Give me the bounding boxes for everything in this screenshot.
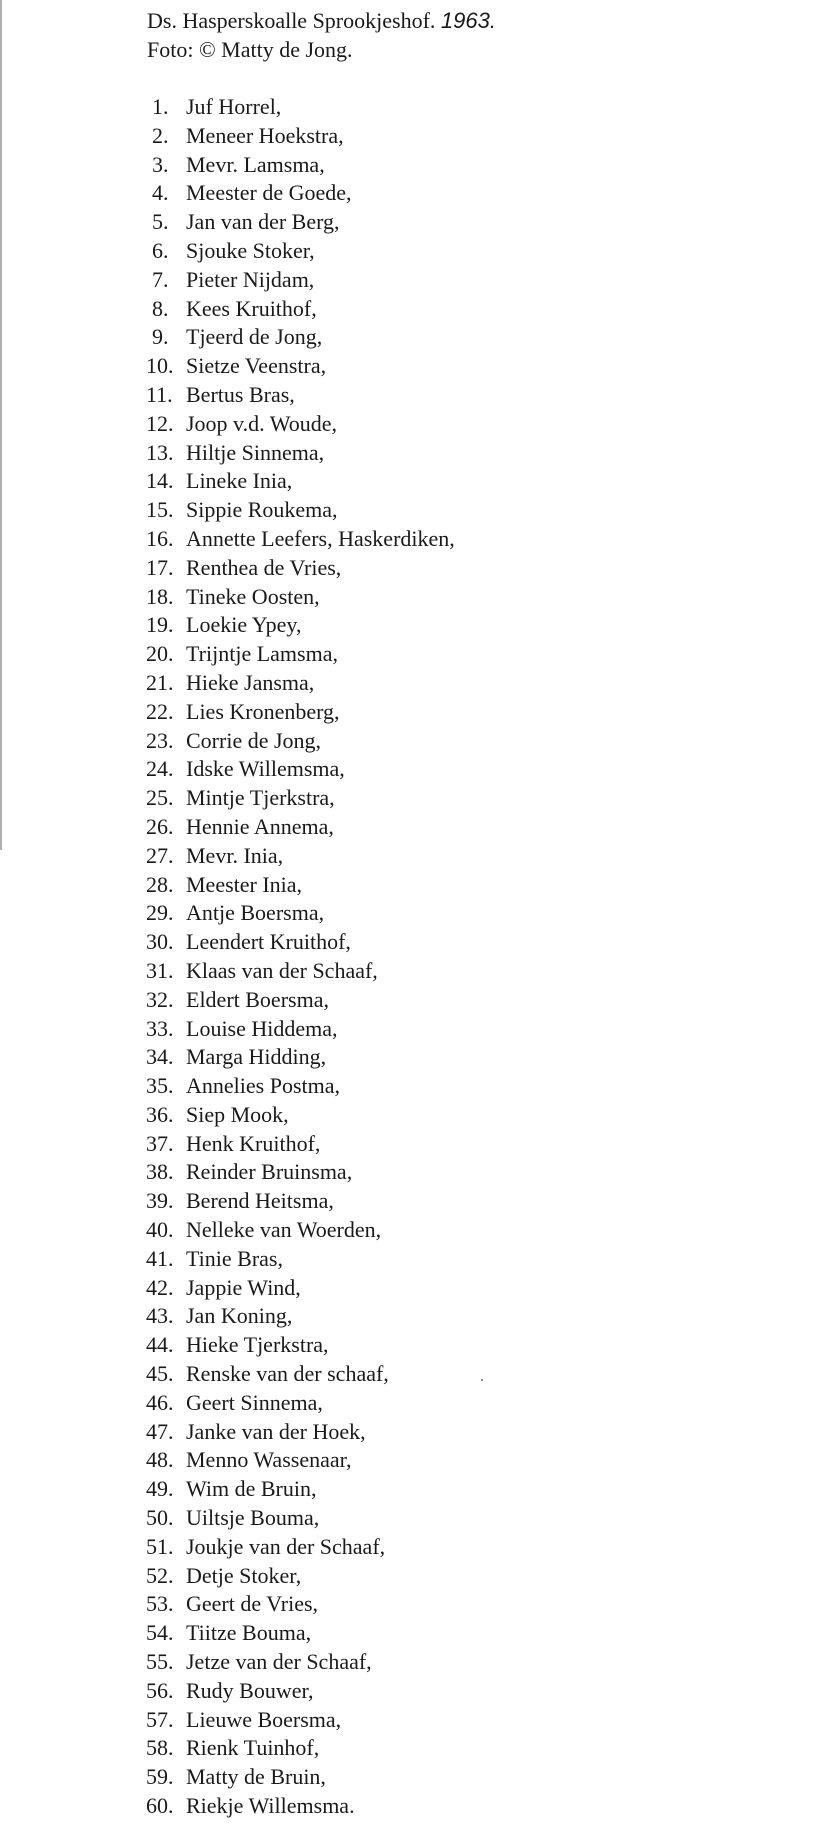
list-item — [146, 1475, 455, 1504]
list-item — [146, 813, 455, 842]
photo-credit: Foto: © Matty de Jong. — [147, 37, 353, 62]
list-item — [146, 784, 455, 813]
list-item-name: Mevr. Inia, — [186, 842, 284, 868]
list-item-number: 46. — [146, 1389, 174, 1415]
list-item — [146, 1043, 455, 1072]
list-item — [146, 1130, 455, 1159]
list-item — [146, 640, 455, 669]
title-line — [147, 6, 496, 35]
list-item-number: 29. — [146, 900, 174, 926]
list-item-number: 7. — [152, 266, 169, 292]
list-item — [146, 1562, 455, 1591]
list-item-name: Janke van der Hoek, — [186, 1418, 366, 1444]
list-item — [146, 439, 455, 468]
document-year: 1963. — [440, 8, 496, 33]
list-item-name: Eldert Boersma, — [186, 986, 329, 1012]
list-item — [146, 1274, 455, 1303]
list-item-name: Henk Kruithof, — [186, 1130, 321, 1156]
list-item-name: Annette Leefers, Haskerdiken, — [186, 525, 455, 551]
list-item-name: Juf Horrel, — [186, 94, 282, 119]
list-item — [146, 410, 455, 439]
list-item-number: 31. — [146, 957, 174, 983]
list-item-name: Sjouke Stoker, — [186, 237, 315, 263]
list-item — [146, 1418, 455, 1447]
list-item — [146, 1389, 455, 1418]
list-item-number: 15. — [146, 497, 174, 523]
list-item-name: Detje Stoker, — [186, 1562, 302, 1588]
page-edge-rule — [0, 0, 2, 850]
list-item-number: 25. — [146, 785, 174, 811]
list-item-number: 55. — [146, 1649, 174, 1675]
list-item-name: Leendert Kruithof, — [186, 929, 351, 955]
list-item-number: 30. — [146, 929, 174, 955]
list-item — [146, 727, 455, 756]
list-item-name: Wim de Bruin, — [186, 1476, 317, 1502]
list-item-name: Matty de Bruin, — [186, 1764, 326, 1790]
list-item-number: 3. — [152, 151, 169, 177]
list-item-number: 32. — [146, 986, 174, 1012]
list-item-number: 45. — [146, 1361, 174, 1387]
list-item — [146, 1734, 455, 1763]
list-item-name: Tinie Bras, — [186, 1245, 283, 1271]
list-item-number: 39. — [146, 1188, 174, 1214]
list-item-number: 8. — [152, 295, 169, 321]
name-list — [146, 93, 455, 1821]
list-item-name: Meester Inia, — [186, 871, 303, 897]
list-item-name: Pieter Nijdam, — [186, 266, 315, 292]
list-item-name: Geert de Vries, — [186, 1591, 319, 1617]
list-item — [146, 381, 455, 410]
list-item-number: 56. — [146, 1677, 174, 1703]
list-item — [146, 295, 455, 324]
list-item-name: Tjeerd de Jong, — [186, 324, 323, 350]
list-item — [146, 1590, 455, 1619]
list-item-name: Idske Willemsma, — [186, 756, 345, 782]
stray-dot — [481, 1379, 483, 1381]
list-item-number: 51. — [146, 1533, 174, 1559]
list-item — [146, 669, 455, 698]
list-item-name: Sietze Veenstra, — [186, 353, 327, 379]
list-item — [146, 1360, 455, 1389]
list-item — [146, 1187, 455, 1216]
list-item — [146, 1763, 455, 1792]
list-item-name: Siep Mook, — [186, 1101, 289, 1127]
list-item — [146, 1015, 455, 1044]
list-item-name: Kees Kruithof, — [186, 295, 317, 321]
list-item-number: 53. — [146, 1591, 174, 1617]
list-item-name: Geert Sinnema, — [186, 1389, 323, 1415]
list-item-name: Lies Kronenberg, — [186, 698, 340, 724]
list-item-name: Tineke Oosten, — [186, 583, 320, 609]
list-item — [146, 957, 455, 986]
list-item-name: Berend Heitsma, — [186, 1188, 334, 1214]
list-item — [146, 237, 455, 266]
list-item-number: 9. — [152, 324, 169, 350]
list-item-name: Reinder Bruinsma, — [186, 1159, 353, 1185]
list-item-number: 24. — [146, 756, 174, 782]
list-item — [146, 698, 455, 727]
list-item-name: Louise Hiddema, — [186, 1015, 338, 1041]
list-item — [146, 755, 455, 784]
list-item-name: Meester de Goede, — [186, 180, 352, 206]
list-item-number: 13. — [146, 439, 174, 465]
list-item-name: Jappie Wind, — [186, 1274, 301, 1300]
list-item-name: Hieke Jansma, — [186, 669, 315, 695]
list-item — [146, 1331, 455, 1360]
list-item-number: 16. — [146, 525, 174, 551]
list-item-number: 17. — [146, 554, 174, 580]
list-item — [146, 986, 455, 1015]
list-item-name: Rienk Tuinhof, — [186, 1735, 320, 1761]
list-item — [146, 1706, 455, 1735]
list-item — [146, 1072, 455, 1101]
list-item — [146, 323, 455, 352]
list-item-name: Jan Koning, — [186, 1303, 293, 1329]
list-item-number: 28. — [146, 871, 174, 897]
list-item-name: Joukje van der Schaaf, — [186, 1533, 386, 1559]
list-item — [146, 1677, 455, 1706]
list-item-number: 37. — [146, 1130, 174, 1156]
list-item-number: 52. — [146, 1562, 174, 1588]
list-item-number: 57. — [146, 1706, 174, 1732]
list-item-number: 27. — [146, 842, 174, 868]
list-item-number: 20. — [146, 641, 174, 667]
list-item-number: 42. — [146, 1274, 174, 1300]
list-item-number: 6. — [152, 237, 169, 263]
list-item-name: Riekje Willemsma. — [186, 1793, 355, 1819]
list-item-number: 60. — [146, 1793, 174, 1819]
list-item-name: Mintje Tjerkstra, — [186, 785, 335, 811]
list-item — [146, 179, 455, 208]
list-item — [146, 122, 455, 151]
list-item — [146, 93, 455, 122]
list-item-number: 4. — [152, 180, 169, 206]
list-item-name: Tiitze Bouma, — [186, 1620, 312, 1646]
list-item-number: 1. — [152, 94, 169, 119]
list-item-name: Mevr. Lamsma, — [186, 151, 325, 177]
list-item-number: 58. — [146, 1735, 174, 1761]
list-item-number: 33. — [146, 1015, 174, 1041]
list-item — [146, 1446, 455, 1475]
document-header — [147, 6, 496, 64]
list-item-name: Lineke Inia, — [186, 468, 293, 494]
list-item-name: Menno Wassenaar, — [186, 1447, 352, 1473]
list-item — [146, 266, 455, 295]
list-item-name: Corrie de Jong, — [186, 727, 322, 753]
list-item — [146, 928, 455, 957]
list-item — [146, 1158, 455, 1187]
list-item-name: Joop v.d. Woude, — [186, 410, 338, 436]
list-item-number: 47. — [146, 1418, 174, 1444]
list-item — [146, 611, 455, 640]
list-item-name: Hiltje Sinnema, — [186, 439, 325, 465]
list-item — [146, 1504, 455, 1533]
list-item-name: Sippie Roukema, — [186, 497, 338, 523]
list-item-number: 40. — [146, 1217, 174, 1243]
list-item — [146, 1533, 455, 1562]
list-item-number: 23. — [146, 727, 174, 753]
list-item — [146, 899, 455, 928]
list-item-number: 34. — [146, 1044, 174, 1070]
list-item-name: Antje Boersma, — [186, 900, 325, 926]
list-item-number: 26. — [146, 813, 174, 839]
list-item-name: Trijntje Lamsma, — [186, 641, 338, 667]
list-item-name: Hieke Tjerkstra, — [186, 1332, 329, 1358]
list-item-number: 43. — [146, 1303, 174, 1329]
list-item-name: Bertus Bras, — [186, 381, 295, 407]
list-item-name: Klaas van der Schaaf, — [186, 957, 378, 983]
list-item — [146, 208, 455, 237]
list-item — [146, 1216, 455, 1245]
list-item-number: 36. — [146, 1101, 174, 1127]
list-item-number: 41. — [146, 1245, 174, 1271]
list-item — [146, 151, 455, 180]
list-item-number: 59. — [146, 1764, 174, 1790]
list-item — [146, 554, 455, 583]
list-item-number: 11. — [146, 381, 173, 407]
list-item-name: Uiltsje Bouma, — [186, 1505, 320, 1531]
list-item-name: Jetze van der Schaaf, — [186, 1649, 372, 1675]
list-item — [146, 583, 455, 612]
list-item-number: 18. — [146, 583, 174, 609]
list-item — [146, 467, 455, 496]
list-item-name: Hennie Annema, — [186, 813, 334, 839]
list-item-name: Annelies Postma, — [186, 1073, 340, 1099]
list-item — [146, 496, 455, 525]
list-item-number: 54. — [146, 1620, 174, 1646]
list-item-number: 14. — [146, 468, 174, 494]
list-item-number: 22. — [146, 698, 174, 724]
list-item-number: 44. — [146, 1332, 174, 1358]
list-item — [146, 1619, 455, 1648]
list-item-number: 48. — [146, 1447, 174, 1473]
list-item-number: 21. — [146, 669, 174, 695]
list-item-number: 35. — [146, 1073, 174, 1099]
list-item-name: Rudy Bouwer, — [186, 1677, 314, 1703]
list-item — [146, 871, 455, 900]
list-item — [146, 1245, 455, 1274]
list-item-number: 50. — [146, 1505, 174, 1531]
list-item-number: 19. — [146, 612, 174, 638]
list-item-number: 10. — [146, 353, 174, 379]
list-item-name: Nelleke van Woerden, — [186, 1217, 382, 1243]
list-item-number: 2. — [152, 122, 169, 148]
list-item — [146, 1302, 455, 1331]
list-item-name: Lieuwe Boersma, — [186, 1706, 342, 1732]
list-item — [146, 1648, 455, 1677]
list-item-name: Loekie Ypey, — [186, 612, 302, 638]
list-item-number: 38. — [146, 1159, 174, 1185]
list-item-name: Renske van der schaaf, — [186, 1361, 389, 1387]
list-item — [146, 842, 455, 871]
list-item-name: Renthea de Vries, — [186, 554, 342, 580]
list-item-number: 5. — [152, 209, 169, 235]
list-item — [146, 352, 455, 381]
list-item-name: Jan van der Berg, — [186, 209, 340, 235]
list-item-number: 49. — [146, 1476, 174, 1502]
list-item — [146, 1101, 455, 1130]
list-item-number: 12. — [146, 410, 174, 436]
list-item-name: Marga Hidding, — [186, 1044, 327, 1070]
document-title: Ds. Hasperskoalle Sprookjeshof. — [147, 8, 436, 33]
list-item-name: Meneer Hoekstra, — [186, 122, 344, 148]
list-item — [146, 1792, 455, 1821]
list-item — [146, 525, 455, 554]
